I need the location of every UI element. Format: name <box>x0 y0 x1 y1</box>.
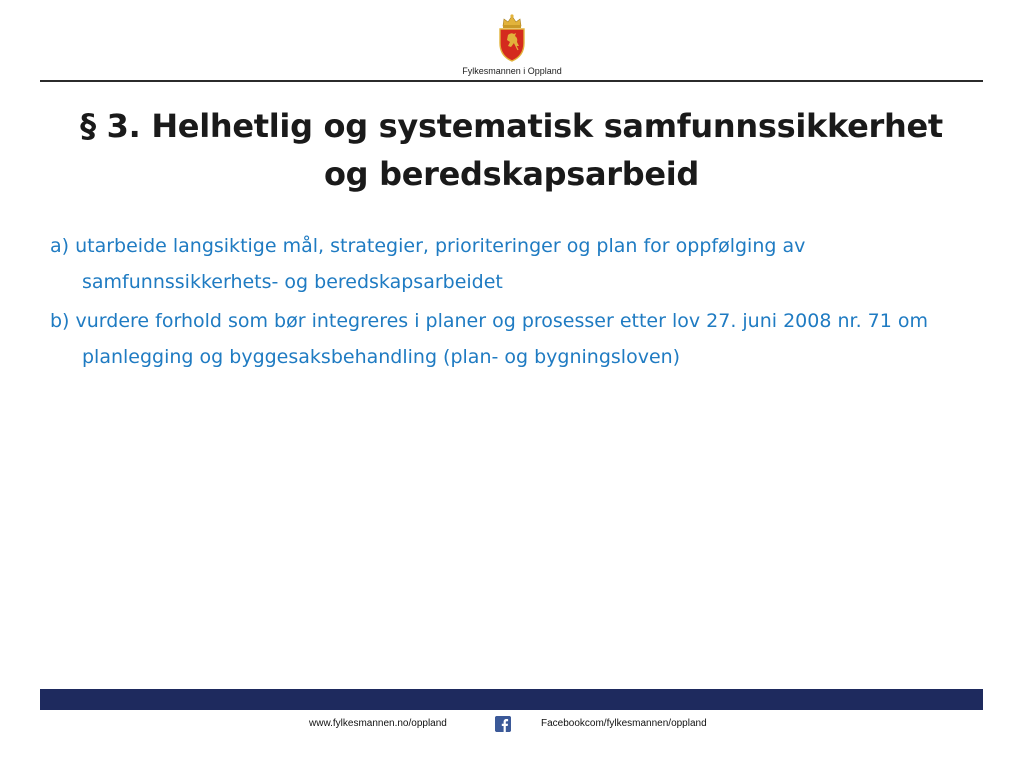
header-divider <box>40 80 983 82</box>
slide-footer <box>0 716 1024 736</box>
title-line-2: og beredskapsarbeid <box>323 155 700 193</box>
organization-name: Fylkesmannen i Oppland <box>462 66 562 76</box>
website-link[interactable]: www.fylkesmannen.no/oppland <box>309 718 447 729</box>
slide-header <box>0 0 1024 80</box>
slide-title <box>40 102 983 198</box>
footer-bar <box>40 689 983 710</box>
facebook-icon[interactable] <box>495 716 511 732</box>
coat-of-arms-icon <box>496 13 528 63</box>
content-list <box>50 228 985 378</box>
title-line-1: § 3. Helhetlig og systematisk samfunnssikkerhet <box>80 107 943 145</box>
list-item: a) utarbeide langsiktige mål, strategier, prioriteringer og plan for oppfølging av samfunnssikkerhets- og beredskapsarbeidet <box>50 235 806 293</box>
list-item: b) vurdere forhold som bør integreres i planer og prosesser etter lov 27. juni 2008 nr. 71 om planlegging og byggesaksbehandling (plan- og bygningsloven) <box>50 310 929 368</box>
facebook-link[interactable]: Facebookcom/fylkesmannen/oppland <box>541 718 707 729</box>
